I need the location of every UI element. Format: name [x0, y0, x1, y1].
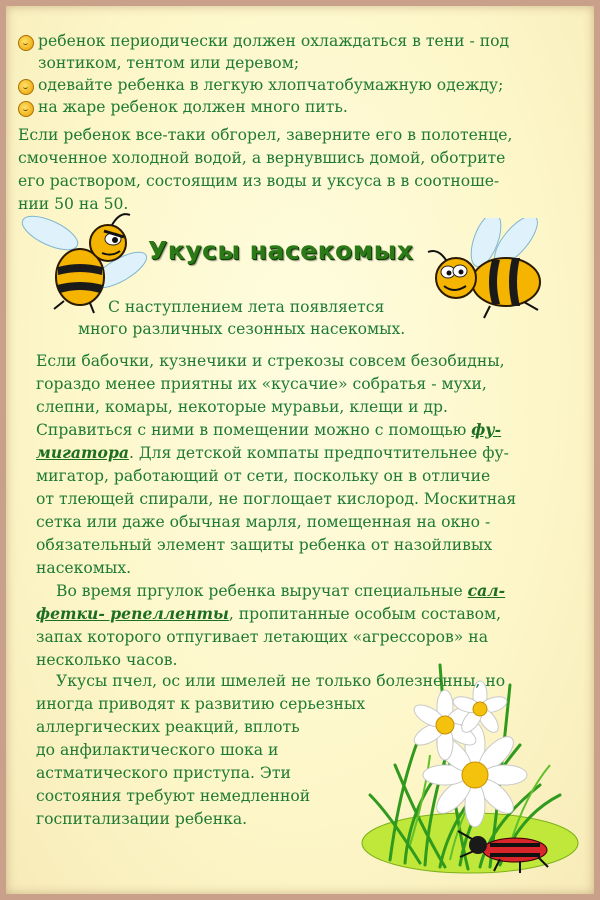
para3-line-1: Укусы пчел, ос или шмелей не только болезненны, но [56, 672, 506, 690]
para1-line-4-text: Справиться с ними в помещении можно с помощью [36, 421, 472, 439]
repellent-wipes-link[interactable]: сал- [467, 581, 506, 600]
fumigator-link-cont[interactable]: мигатора [36, 443, 129, 462]
smiley-bullet-icon [18, 79, 34, 95]
para1-line-1: Если бабочки, кузнечики и стрекозы совсем безобидны, [36, 352, 505, 370]
para2-line-4: несколько часов. [36, 651, 178, 669]
para2-line-1 [56, 580, 505, 602]
para1-line-2: гораздо менее приятны их «кусачие» собратья - мухи, [36, 375, 487, 393]
para3-line-4: до анфилактического шока и [36, 741, 279, 759]
sunburn-line-1: Если ребенок все-таки обгорел, заверните его в полотенце, [18, 126, 513, 144]
sunburn-line-3: его раствором, состоящим из воды и уксуса в в соотноше- [18, 172, 500, 190]
para2-line-3: запах которого отпугивает летающих «агрессоров» на [36, 628, 488, 646]
bullet-item-2: одевайте ребенка в легкую хлопчатобумажную одежду; [38, 76, 504, 94]
section-title: Укусы насекомых [148, 236, 414, 265]
para1-line-4 [36, 419, 501, 441]
para1-line-8: сетка или даже обычная марля, помещенная на окно - [36, 513, 491, 531]
sunburn-line-4: нии 50 на 50. [18, 195, 129, 213]
para1-line-5-text: . Для детской компаты предпочтительнее фу- [128, 444, 509, 462]
para3-line-3: аллергических реакций, вплоть [36, 718, 300, 736]
intro-line-1: С наступлением лета появляется [108, 298, 385, 316]
intro-line-2: много различных сезонных насекомых. [78, 320, 406, 338]
bullet-item-1-cont: зонтиком, тентом или деревом; [38, 54, 300, 72]
smiley-bullet-icon [18, 35, 34, 51]
para3-line-7: госпитализации ребенка. [36, 810, 248, 828]
para2-line-2-text: , пропитанные особым составом, [228, 605, 502, 623]
para1-line-7: от тлеющей спирали, не поглощает кислород. Москитная [36, 490, 517, 508]
para1-line-3: слепни, комары, некоторые муравьи, клещи и др. [36, 398, 448, 416]
para2-line-2 [36, 603, 501, 625]
para3-line-6: состояния требуют немедленной [36, 787, 311, 805]
para1-line-10: насекомых. [36, 559, 132, 577]
repellent-wipes-link-cont[interactable]: фетки- репелленты [36, 604, 229, 623]
para1-line-9: обязательный элемент защиты ребенка от назойливых [36, 536, 493, 554]
para3-line-2: иногда приводят к развитию серьезных [36, 695, 366, 713]
sunburn-line-2: смоченное холодной водой, а вернувшись домой, оботрите [18, 149, 506, 167]
bullet-item-1: ребенок периодически должен охлаждаться в тени - под [38, 32, 510, 50]
fumigator-link[interactable]: фу- [471, 420, 502, 439]
para3-line-5: астматического приступа. Эти [36, 764, 291, 782]
para1-line-6: мигатор, работающий от сети, поскольку он в отличие [36, 467, 491, 485]
para2-line-1-text: Во время пргулок ребенка выручат специальные [56, 582, 468, 600]
bee-right-icon [420, 218, 560, 328]
smiley-bullet-icon [18, 101, 34, 117]
para1-line-5 [36, 442, 509, 464]
bullet-item-3: на жаре ребенок должен много пить. [38, 98, 348, 116]
